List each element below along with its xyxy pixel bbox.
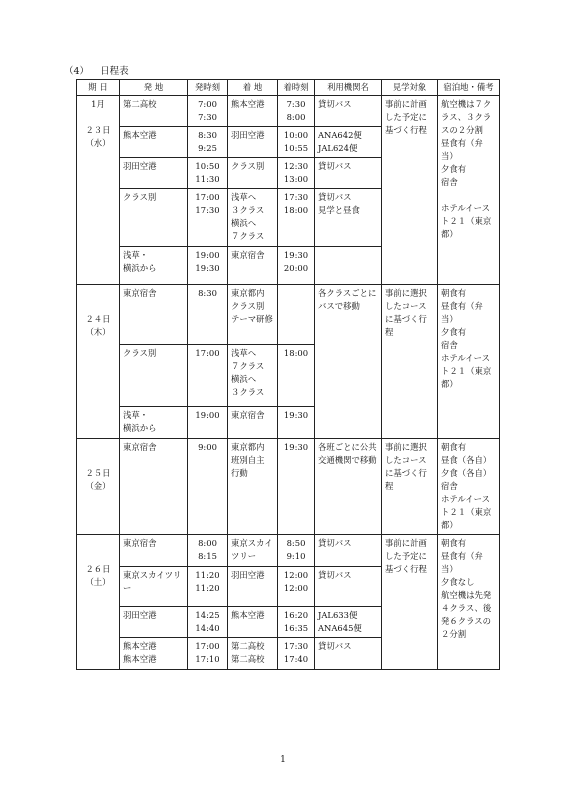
to-cell: 羽田空港 <box>228 127 278 158</box>
transport-cell: JAL633便 ANA645便 <box>315 607 382 638</box>
to-cell: 東京スカイツリー <box>228 535 278 567</box>
from-cell: 羽田空港 <box>120 158 188 189</box>
transport-cell: 貸切バス 見学と昼食 <box>315 189 382 247</box>
dep-cell: 14:25 14:40 <box>188 607 228 638</box>
to-cell: 東京都内 クラス別 テーマ研修 <box>228 285 278 345</box>
to-cell: 東京宿舎 <box>228 247 278 285</box>
transport-cell: 各クラスごとにバスで移動 <box>315 285 382 439</box>
from-cell: 東京スカイツリー <box>120 567 188 607</box>
arr-cell: 18:00 <box>278 345 315 407</box>
day-date: 1月 ２３日 （水） <box>77 96 120 285</box>
arr-cell: 12:30 13:00 <box>278 158 315 189</box>
arr-cell: 10:00 10:55 <box>278 127 315 158</box>
from-cell: 浅草・ 横浜から <box>120 247 188 285</box>
from-cell: 東京宿舎 <box>120 535 188 567</box>
dep-cell: 11:20 11:20 <box>188 567 228 607</box>
arr-cell: 12:00 12:00 <box>278 567 315 607</box>
section-number: （4） <box>64 66 90 77</box>
from-cell: 東京宿舎 <box>120 439 188 535</box>
to-cell: 浅草へ ３クラス 横浜へ ７クラス <box>228 189 278 247</box>
dep-cell: 8:30 <box>188 285 228 345</box>
schedule-table <box>76 79 500 670</box>
from-cell: 浅草・ 横浜から <box>120 407 188 439</box>
table-row <box>77 96 500 127</box>
day-date: ２６日 （土） <box>77 535 120 670</box>
dep-cell: 17:00 <box>188 345 228 407</box>
arr-cell <box>278 285 315 345</box>
dep-cell: 8:30 9:25 <box>188 127 228 158</box>
to-cell: 東京都内 班別自主 行動 <box>228 439 278 535</box>
section-title: 日程表 <box>100 66 129 77</box>
to-cell: 浅草へ ７クラス 横浜へ ３クラス <box>228 345 278 407</box>
arr-cell: 17:30 17:40 <box>278 638 315 670</box>
header-date: 期 日 <box>77 80 120 96</box>
dep-cell: 17:00 17:10 <box>188 638 228 670</box>
transport-cell: ANA642便 JAL624便 <box>315 127 382 158</box>
header-row <box>77 80 500 96</box>
header-dep-time: 発時刻 <box>188 80 228 96</box>
arr-cell: 8:50 9:10 <box>278 535 315 567</box>
remarks-cell: 航空機は７クラス、３クラスの２分割 昼食有（弁当） 夕食有 宿舎 ホテルイースト２１（東京都） <box>438 96 500 285</box>
table-row <box>77 535 500 567</box>
section-heading <box>64 63 129 77</box>
day-date: ２４日 （木） <box>77 285 120 439</box>
transport-cell: 貸切バス <box>315 567 382 607</box>
to-cell: 熊本空港 <box>228 96 278 127</box>
dep-cell: 17:00 17:30 <box>188 189 228 247</box>
study-cell: 事前に計画した予定に基づく行程 <box>382 96 438 285</box>
study-cell: 事前に選択したコースに基づく行程 <box>382 285 438 439</box>
dep-cell: 8:00 8:15 <box>188 535 228 567</box>
from-cell: 第二高校 <box>120 96 188 127</box>
dep-cell: 19:00 19:30 <box>188 247 228 285</box>
transport-cell: 貸切バス <box>315 96 382 127</box>
from-cell: 東京宿舎 <box>120 285 188 345</box>
to-cell: 東京宿舎 <box>228 407 278 439</box>
transport-cell: 貸切バス <box>315 638 382 670</box>
arr-cell: 19:30 <box>278 439 315 535</box>
arr-cell: 16:20 16:35 <box>278 607 315 638</box>
header-remarks: 宿泊地・備考 <box>438 80 500 96</box>
from-cell: クラス別 <box>120 189 188 247</box>
header-to: 着 地 <box>228 80 278 96</box>
page-number: 1 <box>280 755 286 765</box>
dep-cell: 10:50 11:30 <box>188 158 228 189</box>
remarks-cell: 朝食有 昼食（各自） 夕食（各自） 宿舎 ホテルイースト２１（東京都） <box>438 439 500 535</box>
arr-cell: 7:30 8:00 <box>278 96 315 127</box>
header-from: 発 地 <box>120 80 188 96</box>
remarks-cell: 朝食有 昼食有（弁当） 夕食有 宿舎 ホテルイースト２１（東京都） <box>438 285 500 439</box>
to-cell: 羽田空港 <box>228 567 278 607</box>
to-cell: 第二高校 第二高校 <box>228 638 278 670</box>
arr-cell: 19:30 20:00 <box>278 247 315 285</box>
remarks-cell: 朝食有 昼食有（弁当） 夕食なし 航空機は先発４クラス、後発６クラスの２分割 <box>438 535 500 670</box>
study-cell: 事前に選択したコースに基づく行程 <box>382 439 438 535</box>
dep-cell: 7:00 7:30 <box>188 96 228 127</box>
transport-cell: 各班ごとに公共交通機関で移動 <box>315 439 382 535</box>
header-arr-time: 着時刻 <box>278 80 315 96</box>
transport-cell: 貸切バス <box>315 535 382 567</box>
from-cell: 熊本空港 <box>120 127 188 158</box>
header-transport: 利用機関名 <box>315 80 382 96</box>
arr-cell: 19:30 <box>278 407 315 439</box>
to-cell: クラス別 <box>228 158 278 189</box>
from-cell: 熊本空港 熊本空港 <box>120 638 188 670</box>
transport-cell: 貸切バス <box>315 158 382 189</box>
study-cell: 事前に計画した予定に基づく行程 <box>382 535 438 670</box>
table-row <box>77 439 500 535</box>
table-row <box>77 285 500 345</box>
from-cell: クラス別 <box>120 345 188 407</box>
arr-cell: 17:30 18:00 <box>278 189 315 247</box>
header-study: 見学対象 <box>382 80 438 96</box>
from-cell: 羽田空港 <box>120 607 188 638</box>
to-cell: 熊本空港 <box>228 607 278 638</box>
transport-cell <box>315 247 382 285</box>
dep-cell: 19:00 <box>188 407 228 439</box>
day-date: ２５日 （金） <box>77 439 120 535</box>
dep-cell: 9:00 <box>188 439 228 535</box>
